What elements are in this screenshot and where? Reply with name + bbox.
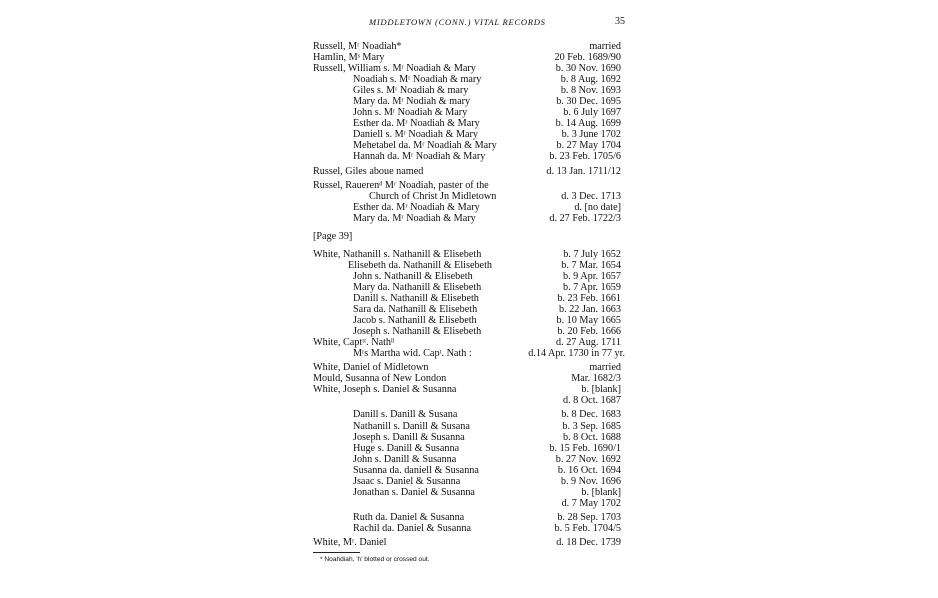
entry-row [313, 96, 633, 107]
entry-name: Danill s. Danill & Susana [353, 409, 458, 421]
entry-date: d. 18 Dec. 1739 [556, 536, 621, 548]
entry-name: Jonathan s. Daniel & Susanna [353, 486, 475, 498]
entry-date: b. 10 May 1665 [556, 315, 621, 327]
entry-row [313, 443, 633, 454]
entry-name: Mary da. Nathanill & Elisebeth [353, 281, 482, 293]
entry-date: d.14 Apr. 1730 in 77 yr. [528, 348, 625, 360]
entry-row [313, 395, 633, 406]
entry-date: b. 30 Dec. 1695 [556, 96, 621, 108]
entry-name: Sara da. Nathanill & Elisebeth [353, 304, 478, 316]
entry-row [313, 166, 633, 177]
entry-name: White, Joseph s. Daniel & Susanna [313, 384, 457, 396]
entry-date: d. 13 Jan. 1711/12 [546, 165, 621, 177]
page-number: 35 [615, 16, 625, 27]
entry-row [313, 249, 633, 260]
entry-name: Susanna da. daniell & Susanna [353, 464, 479, 476]
entry-name: Hamlin, Mˢ Mary [313, 52, 385, 64]
entry-date: b. 7 Mar. 1654 [561, 259, 621, 271]
entry-row [313, 421, 633, 432]
entry-name: Giles s. Mʳ Noadiah & mary [353, 85, 469, 97]
entry-date: d. 7 May 1702 [561, 497, 621, 509]
entry-name: Russel, Giles aboue named [313, 165, 424, 177]
entry-name: Ruth da. Daniel & Susanna [353, 511, 465, 523]
entry-name: John s. Danill & Susanna [353, 453, 457, 465]
entry-name: John s. Mʳ Noadiah & Mary [353, 107, 468, 119]
entry-row [313, 282, 633, 293]
entry-name: Noadiah s. Mʳ Noadiah & mary [353, 74, 482, 86]
entry-date: d. 27 Aug. 1711 [556, 337, 621, 349]
record-entries [313, 41, 633, 548]
entry-date: b. 27 Nov. 1692 [555, 453, 621, 465]
entry-date: married [589, 41, 621, 52]
entry-date: married [589, 362, 621, 374]
entry-row [313, 512, 633, 523]
entry-row [313, 523, 633, 534]
entry-name: White, Mʳ. Daniel [313, 536, 387, 548]
entry-date: d. 3 Dec. 1713 [561, 190, 621, 202]
entry-date: b. 22 Jan. 1663 [559, 304, 621, 316]
entry-date: b. 3 June 1702 [561, 129, 621, 141]
entry-name: White, Nathanill s. Nathanill & Elisebeth [313, 248, 482, 260]
entry-name: Joseph s. Nathanill & Elisebeth [353, 326, 482, 338]
entry-date: b. 5 Feb. 1704/5 [554, 522, 621, 534]
entry-name: Daniell s. Mʳ Noadiah & Mary [353, 129, 479, 141]
entry-date: Mar. 1682/3 [571, 373, 621, 385]
entry-name: Russell, Mʳ Noadiah* [313, 41, 402, 52]
entry-row [313, 41, 633, 52]
entry-row [313, 129, 633, 140]
entry-date: b. 8 Oct. 1688 [562, 431, 621, 443]
entry-name: Russell, William s. Mʳ Noadiah & Mary [313, 63, 476, 75]
entry-row [313, 107, 633, 118]
entry-row [313, 151, 633, 162]
entry-date: b. 7 July 1652 [563, 248, 621, 260]
entry-row [313, 409, 633, 420]
entry-name: Mary da. Mʳ Noadiah & Mary [353, 212, 476, 224]
entry-name: Rachil da. Daniel & Susanna [353, 522, 471, 534]
entry-row [313, 315, 633, 326]
entry-row [313, 85, 633, 96]
page-marker [313, 231, 633, 242]
entry-date: b. 6 July 1697 [563, 107, 621, 119]
entry-row [313, 52, 633, 63]
entry-row [313, 432, 633, 443]
entry-date: b. 16 Oct. 1694 [557, 464, 621, 476]
entry-row [313, 384, 633, 395]
entry-date: b. [blank] [581, 384, 621, 396]
entry-date: d. 27 Feb. 1722/3 [549, 212, 621, 224]
page-marker-text: [Page 39] [313, 230, 353, 242]
entry-date: b. 8 Nov. 1693 [560, 85, 621, 97]
running-header: MIDDLETOWN (CONN.) VITAL RECORDS [369, 17, 546, 27]
entry-date: b. 15 Feb. 1690/1 [549, 442, 621, 454]
entry-name: Elisebeth da. Nathanill & Elisebeth [348, 259, 493, 271]
footnote: * Noahdiah, 'h' blotted or crossed out. [320, 556, 430, 563]
entry-name: Nathanill s. Danill & Susana [353, 420, 470, 432]
entry-date: b. 23 Feb. 1705/6 [549, 151, 621, 163]
entry-row [313, 118, 633, 129]
entry-name: Mʳs Martha wid. Capᵗ. Nath : [353, 348, 472, 360]
footnote-rule [313, 552, 360, 553]
entry-row [313, 191, 633, 202]
entry-date: b. 27 May 1704 [556, 140, 621, 152]
entry-date: b. 14 Aug. 1699 [555, 118, 621, 130]
entry-date: d. 8 Oct. 1687 [562, 395, 621, 407]
entry-row [313, 202, 633, 213]
entry-row [313, 362, 633, 373]
entry-row [313, 180, 633, 191]
entry-row [313, 487, 633, 498]
entry-name: Esther da. Mʳ Noadiah & Mary [353, 201, 480, 213]
entry-date: b. 23 Feb. 1661 [557, 292, 621, 304]
entry-row [313, 476, 633, 487]
entry-row [313, 373, 633, 384]
entry-row [313, 293, 633, 304]
entry-row [313, 74, 633, 85]
entry-date: b. [blank] [581, 486, 621, 498]
entry-row [313, 140, 633, 151]
entry-name: White, Daniel of Midletown [313, 362, 429, 374]
entry-date: b. 7 Apr. 1659 [562, 281, 621, 293]
entry-date: b. 9 Apr. 1657 [562, 270, 621, 282]
entry-date: b. 8 Dec. 1683 [561, 409, 621, 421]
entry-name: Jsaac s. Daniel & Susanna [353, 475, 461, 487]
entry-name: Joseph s. Danill & Susanna [353, 431, 465, 443]
entry-row [313, 465, 633, 476]
entry-row [313, 337, 633, 348]
entry-name: Jacob s. Nathanill & Elisebeth [353, 315, 477, 327]
entry-row [313, 304, 633, 315]
entry-row [313, 63, 633, 74]
entry-date: d. [no date] [574, 201, 621, 213]
entry-name: Mary da. Mʳ Nodiah & mary [353, 96, 471, 108]
entry-name: John s. Nathanill & Elisebeth [353, 270, 473, 282]
entry-date: b. 3 Sep. 1685 [562, 420, 621, 432]
entry-row [313, 260, 633, 271]
entry-row [313, 498, 633, 509]
entry-name: Mehetabel da. Mʳ Noadiah & Mary [353, 140, 497, 152]
entry-row [313, 454, 633, 465]
entry-date: b. 8 Aug. 1692 [560, 74, 621, 86]
entry-date: b. 9 Nov. 1696 [560, 475, 621, 487]
entry-name: Russel, Rauerenᵈ Mʳ Noadiah, paster of the [313, 179, 489, 191]
entry-name: Esther da. Mʳ Noadiah & Mary [353, 118, 480, 130]
entry-name: Mould, Susanna of New London [313, 373, 447, 385]
entry-date: b. 28 Sep. 1703 [557, 511, 621, 523]
entry-name: White, Captᵗᵗ. Nathˡˡ [313, 337, 395, 349]
entry-name: Danill s. Nathanill & Elisebeth [353, 292, 479, 304]
entry-row [313, 326, 633, 337]
entry-name: Huge s. Danill & Susanna [353, 442, 460, 454]
entry-date: b. 30 Nov. 1690 [555, 63, 621, 75]
entry-row [313, 213, 633, 224]
entry-name: Hannah da. Mʳ Noadiah & Mary [353, 151, 486, 163]
entry-row [313, 271, 633, 282]
entry-date: b. 20 Feb. 1666 [557, 326, 621, 338]
entry-row [313, 537, 633, 548]
entry-date: 20 Feb. 1689/90 [554, 52, 621, 64]
entry-name: Church of Christ Jn Midletown [369, 190, 497, 202]
entry-row [313, 348, 633, 359]
